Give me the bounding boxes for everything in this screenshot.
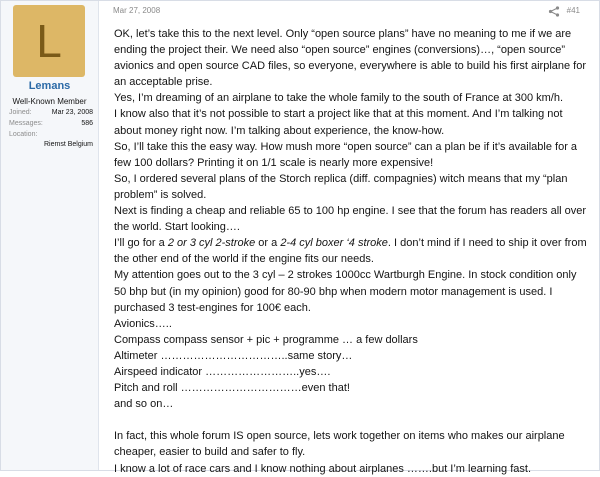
messages-label: Messages:	[9, 120, 43, 127]
user-info-panel	[1, 1, 99, 470]
username-link[interactable]: Lemans	[28, 80, 71, 92]
messages-value[interactable]: 586	[81, 120, 93, 127]
blank-line	[114, 412, 590, 428]
post-paragraph: OK, let’s take this to the next level. Only “open source plans” have no meaning to me if we are ending the project their. We need also “open source” engines (conversions)…, “open source” avionics and open source CAD files, so everyone, everywhere is able to build his first airplane for an acceptable prise.	[114, 28, 587, 89]
post-body	[114, 26, 590, 477]
avatar[interactable]: L	[13, 5, 85, 77]
post-paragraph: I know also that it’s not possible to start a project like that at this moment. And I’m talking not about money right now. I’m talking about experience, the know-how.	[114, 108, 563, 137]
post-paragraph: In fact, this whole forum IS open source, lets work together on items who makes our airplane cheaper, easier to build and safer to fly.	[114, 430, 565, 459]
italic-text: 2 or 3 cyl 2-stroke	[167, 237, 256, 250]
post-paragraph-engine-choice	[114, 235, 590, 267]
location-label: Location:	[9, 131, 38, 138]
post-paragraph: So, I ordered several plans of the Storch replica (diff. compagnies) witch means that my “plan problem” is solved.	[114, 172, 568, 201]
post-paragraph: Altimeter ……………………………..same story…	[114, 349, 353, 362]
user-title: Well-Known Member	[12, 97, 87, 106]
post-number[interactable]: #41	[566, 6, 580, 15]
post-paragraph: Next is finding a cheap and reliable 65 to 100 hp engine. I see that the forum has readers all over the world. Start looking….	[114, 205, 587, 234]
post-paragraph: My attention goes out to the 3 cyl – 2 strokes 1000cc Wartburgh Engine. In stock condition only 50 bhp but (in my opinion) good for 80-90 bhp when modern motor management is used. I purchased 3 test-engines for 100€ each.	[114, 269, 577, 314]
text-segment: . I don’t mind if I need to ship it over from the other end of the world if the engine fits our needs.	[114, 237, 587, 266]
italic-text: 2-4 cyl boxer ‘4 stroke	[280, 237, 388, 250]
post-header	[108, 6, 599, 18]
post-paragraph: Avionics…..	[114, 317, 172, 330]
post-paragraph: and so on…	[114, 398, 174, 411]
post-paragraph: Pitch and roll ……………………………even that!	[114, 382, 350, 395]
share-icon[interactable]	[548, 6, 560, 17]
post-paragraph: So, I’ll take this the easy way. How mush more “open source” can a plan be if it’s available for a few 100 dollars? Printing it on 1/1 scale is nearly more expensive!	[114, 140, 578, 169]
joined-label: Joined:	[9, 109, 32, 116]
post-paragraph: Yes, I’m dreaming of an airplane to take the whole family to the south of France at 300 km/h.	[114, 92, 564, 105]
text-segment: or a	[255, 237, 281, 250]
text-segment: I’ll go for a	[114, 237, 168, 250]
joined-value: Mar 23, 2008	[51, 109, 93, 116]
location-value[interactable]: Riemst Belgium	[43, 141, 93, 148]
post-date[interactable]: Mar 27, 2008	[113, 6, 161, 15]
post-paragraph: I know a lot of race cars and I know nothing about airplanes …….but I’m learning fast.	[114, 462, 532, 475]
post-paragraph: Airspeed indicator ……………………..yes….	[114, 365, 331, 378]
post-paragraph: Compass compass sensor + pic + programme … a few dollars	[114, 333, 418, 346]
